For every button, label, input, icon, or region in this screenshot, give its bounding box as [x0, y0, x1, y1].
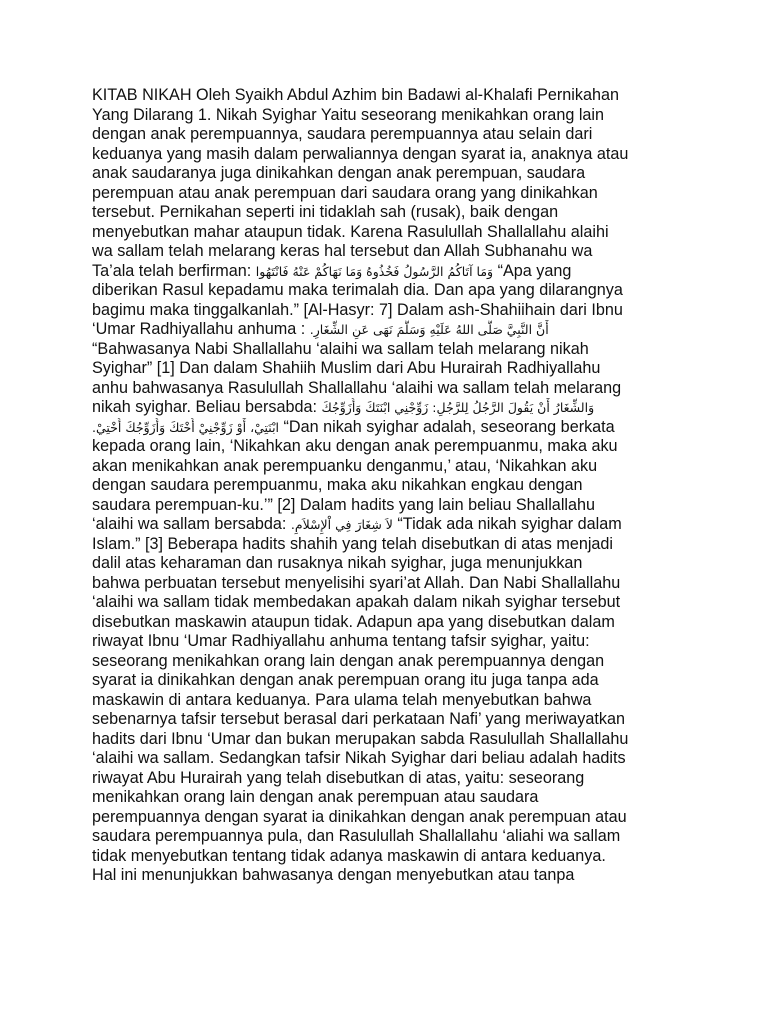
text-fragment: ‘Umar Radhiyallahu anhuma : [92, 320, 306, 338]
text-fragment: “Dan nikah syighar adalah, seseorang berkata [283, 417, 615, 436]
article-body [92, 86, 688, 926]
text-line: diberikan Rasul kepadamu maka terimalah dia. Dan apa yang dilarangnya [92, 281, 623, 299]
text-line-with-arabic [92, 398, 688, 418]
text-line: riwayat Ibnu ‘Umar Radhiyallahu anhuma tentang tafsir syighar, yaitu: [92, 632, 590, 650]
text-line: perempuannya dengan syarat ia dinikahkan dengan anak perempuan atau [92, 807, 627, 826]
text-line: menyebutkan mahar ataupun tidak. Karena Rasulullah Shallallahu alaihi [92, 222, 609, 241]
text-line-with-arabic [92, 418, 688, 438]
text-line: wa sallam telah melarang keras hal tersebut dan Allah Subhanahu wa [92, 242, 593, 260]
text-line: bagimu maka tinggalkanlah.” [Al-Hasyr: 7] Dalam ash-Shahiihain dari Ibnu [92, 300, 623, 319]
text-line: disebutkan maskawin ataupun tidak. Adapun apa yang disebutkan dalam [92, 612, 615, 631]
text-fragment: Ta’ala telah berfirman: [92, 261, 252, 280]
text-line: dalil atas keharaman dan rusaknya nikah syighar, juga menunjukkan [92, 554, 583, 572]
text-line: saudara perempuan-ku.’” [2] Dalam hadits yang lain beliau Shallallahu [92, 495, 596, 514]
arabic-quran-verse: وَمَا آتَاكُمُ الرَّسُولُ فَخُذُوهُ وَمَا نَهَاكُمْ عَنْهُ فَانْتَهُوا [255, 263, 494, 279]
text-fragment: “Apa yang [497, 261, 572, 280]
arabic-hadith: أَنَّ النَّبِيَّ صَلَّى اللهُ عَلَيْهِ وَسَلَّمَ نَهَى عَنِ الشِّغَارِ. [309, 322, 549, 337]
text-line-with-arabic [92, 262, 688, 282]
text-line: anak saudaranya juga dinikahkan dengan anak perempuan, saudara [92, 164, 586, 182]
text-line-with-arabic [92, 515, 688, 535]
text-line: riwayat Abu Hurairah yang telah disebutkan di atas, yaitu: seseorang [92, 768, 585, 787]
text-line: dengan anak perempuannya, saudara perempuannya atau selain dari [92, 125, 593, 143]
text-fragment: nikah syighar. Beliau bersabda: [92, 398, 317, 416]
text-line: dengan saudara perempuanmu, maka aku nikahkan engkau dengan [92, 476, 583, 494]
arabic-hadith: وَالشِّغَارُ أَنْ يَقُولَ الرَّجُلُ لِلرَّجُلِ: زَوِّجْنِي ابْنَتَكَ وَأُزَوِّجُكَ [321, 400, 595, 415]
text-line: Islam.” [3] Beberapa hadits shahih yang telah disebutkan di atas menjadi [92, 534, 614, 553]
text-line: hadits dari Ibnu ‘Umar dan bukan merupakan sabda Rasulullah Shallallahu [92, 729, 629, 748]
text-line: akan menikahkan anak perempuanku denganmu,’ atau, ‘Nikahkan aku [92, 456, 598, 475]
text-line: menikahkan orang lain dengan anak perempuan atau saudara [92, 788, 539, 806]
text-fragment: ‘alaihi wa sallam bersabda: [92, 515, 287, 533]
text-line: maskawin di antara keduanya. Para ulama telah menyebutkan bahwa [92, 690, 592, 709]
text-line: Hal ini menunjukkan bahwasanya dengan menyebutkan atau tanpa [92, 866, 575, 884]
text-line: “Bahwasanya Nabi Shallallahu ‘alaihi wa sallam telah melarang nikah [92, 339, 589, 358]
text-line: KITAB NIKAH Oleh Syaikh Abdul Azhim bin Badawi al-Khalafi Pernikahan [92, 86, 619, 104]
text-line: sebenarnya tafsir tersebut berasal dari perkataan Nafi’ yang meriwayatkan [92, 710, 625, 728]
text-line: keduanya yang masih dalam perwaliannya dengan syarat ia, anaknya atau [92, 144, 629, 163]
text-line: perempuan atau anak perempuan dari saudara orang yang dinikahkan [92, 183, 598, 202]
text-line: bahwa perbuatan tersebut menyelisihi syari’at Allah. Dan Nabi Shallallahu [92, 573, 621, 592]
text-line: Syighar” [1] Dan dalam Shahiih Muslim dari Abu Hurairah Radhiyallahu [92, 359, 601, 377]
text-line-with-arabic [92, 320, 688, 340]
text-line: saudara perempuannya pula, dan Rasulullah Shallallahu ‘aliahi wa sallam [92, 827, 621, 845]
text-line: tersebut. Pernikahan seperti ini tidaklah sah (rusak), baik dengan [92, 203, 559, 221]
text-line: syarat ia dinikahkan dengan anak perempuan orang itu juga tanpa ada [92, 671, 599, 689]
text-line: seseorang menikahkan orang lain dengan anak perempuannya dengan [92, 651, 605, 670]
arabic-hadith: ابْنَتِيْ، أَوْ زَوِّجْنِيْ أُخْتَكَ وَأُزَوِّجُكَ أُخْتِيْ. [92, 419, 280, 435]
text-line: ‘alaihi wa sallam. Sedangkan tafsir Nikah Syighar dari beliau adalah hadits [92, 749, 626, 767]
text-line: kepada orang lain, ‘Nikahkan aku dengan anak perempuanmu, maka aku [92, 437, 618, 455]
text-fragment: “Tidak ada nikah syighar dalam [397, 515, 622, 533]
arabic-hadith: لاَ شِغَارَ فِي اْلإِسْلاَمِ. [290, 517, 393, 532]
text-line: tidak menyebutkan tentang tidak adanya maskawin di antara keduanya. [92, 846, 606, 865]
text-line: Yang Dilarang 1. Nikah Syighar Yaitu seseorang menikahkan orang lain [92, 105, 605, 124]
text-line: ‘alaihi wa sallam tidak membedakan apakah dalam nikah syighar tersebut [92, 593, 621, 611]
text-line: anhu bahwasanya Rasulullah Shallallahu ‘alaihi wa sallam telah melarang [92, 378, 622, 397]
